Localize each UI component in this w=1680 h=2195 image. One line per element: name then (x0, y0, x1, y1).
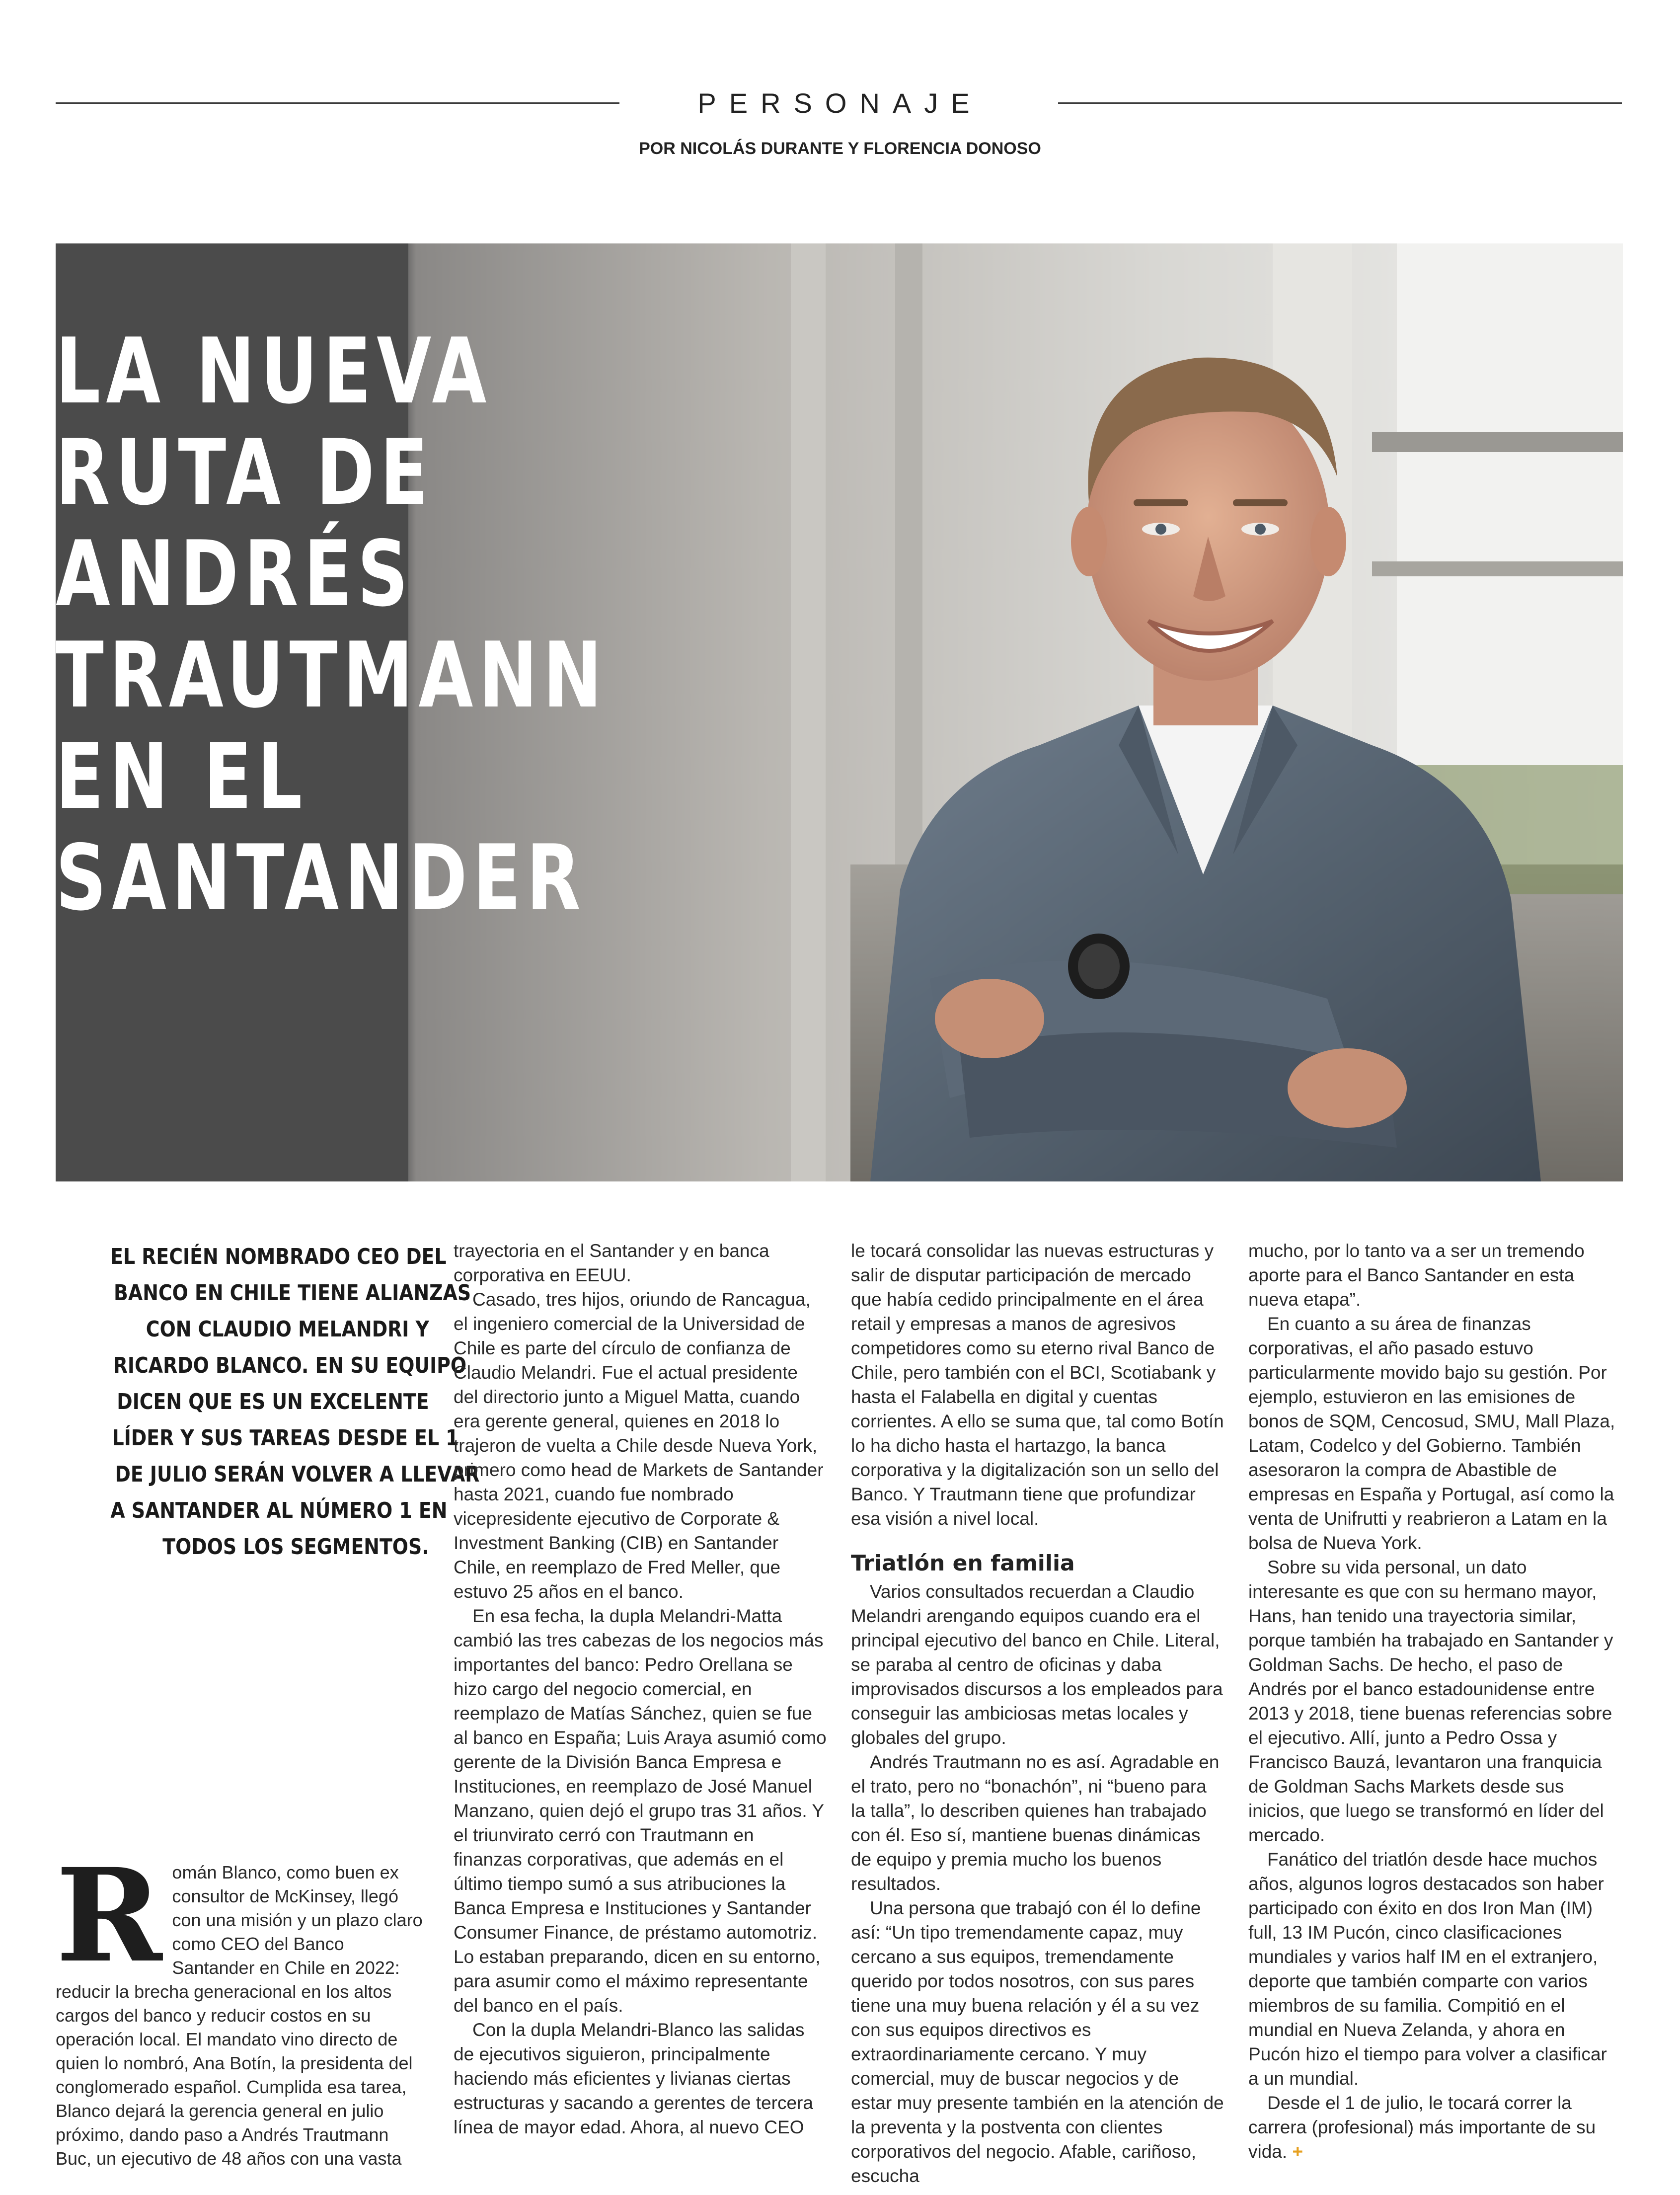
lead-line: EL RECIÉN NOMBRADO CEO DEL (110, 1244, 447, 1269)
body-paragraph: En cuanto a su área de finanzas corporativas, el año pasado estuvo particularmente movido bajo su gestión. Por ejemplo, estuvieron en las emisiones de bonos de SQM, Cencosud, SMU, Mall Plaza, Latam, Codelco y del Gobierno. También asesoraron la compra de Abastible de empresas en España y Portugal, así como la venta de Unifrutti y reabrieron a Latam en la bolsa de Nueva York. (1248, 1314, 1615, 1553)
body-paragraph: En esa fecha, la dupla Melandri-Matta cambió las tres cabezas de los negocios más importantes del banco: Pedro Orellana se hizo cargo del negocio comercial, en reemplazo de Matías Sánchez, quien se fue al banco en España; Luis Araya asumió como gerente de la División Banca Empresa e Instituciones, en reemplazo de José Manuel Manzano, quien dejó el grupo tras 31 años. Y el triunvirato cerró con Trautmann en finanzas corporativas, que además en el último tiempo sumó a sus atribuciones la Banca Empresa e Instituciones y Santander Consumer Finance, de préstamo automotriz. Lo estaban preparando, dicen en su entorno, para asumir como el máximo representante del banco en el país. (454, 1606, 827, 2016)
subheading: Triatlón en familia (851, 1551, 1075, 1576)
headline-line: EN EL (56, 724, 308, 829)
lead-line: DICEN QUE ES UN EXCELENTE (117, 1389, 429, 1414)
lead-line: RICARDO BLANCO. EN SU EQUIPO (113, 1353, 467, 1378)
headline-line: SANTANDER (56, 825, 586, 931)
body-paragraph: Sobre su vida personal, un dato interesante es que con su hermano mayor, Hans, han tenido una trayectoria similar, porque también ha trabajado en Santander y Goldman Sachs. De hecho, el paso de Andrés por el banco estadounidense entre 2013 y 2018, tiene buenas referencias sobre el ejecutivo. Allí, junto a Pedro Ossa y Francisco Bauzá, levantaron una franquicia de Goldman Sachs Markets desde sus inicios, que luego se transformó en líder del mercado. (1248, 1557, 1613, 1845)
lead-line: LÍDER Y SUS TAREAS DESDE EL 1 (112, 1425, 459, 1451)
body-paragraph: Andrés Trautmann no es así. Agradable en el trato, pero no “bonachón”, ni “bueno para la talla”, lo describen quienes han trabajado con él. Eso sí, mantiene buenas dinámicas de equipo y premia mucho los buenos resultados. (851, 1752, 1220, 1894)
headline (56, 320, 676, 929)
headline-line: TRAUTMANN (56, 623, 608, 728)
byline: POR NICOLÁS DURANTE Y FLORENCIA DONOSO (639, 139, 1041, 158)
body-paragraph: Con la dupla Melandri-Blanco las salidas de ejecutivos siguieron, principalmente haciendo más eficientes y livianas ciertas estructuras y sacando a gerentes de tercera línea de mayor edad. Ahora, al nuevo CEO (454, 2020, 813, 2137)
lead-paragraph (56, 1239, 480, 1565)
headline-line: ANDRÉS (56, 521, 414, 627)
headline-line: RUTA DE (56, 420, 434, 525)
body-paragraph: Una persona que trabajó con él lo define así: “Un tipo tremendamente capaz, muy cercano a sus equipos, tremendamente querido por todos nosotros, con sus pares tiene una muy buena relación y él a su vez con sus equipos directivos es extraordinariamente cercano. Y muy comercial, muy de buscar negocios y de estar muy presente también en la atención de la preventa y la postventa con clientes corporativos del negocio. Afable, cariñoso, escucha (851, 1898, 1224, 2186)
body-paragraph: omán Blanco, como buen ex consultor de McKinsey, llegó con una misión y un plazo claro como CEO del Banco Santander en Chile en 2022: reducir la brecha generacional en los altos cargos del banco y reducir costos en su operación local. El mandato vino directo de quien lo nombró, Ana Botín, la presidenta del conglomerado español. Cumplida esa tarea, Blanco dejará la gerencia general en julio próximo, dando paso a Andrés Trautmann Buc, un ejecutivo de 48 años con una vasta (56, 1862, 423, 2169)
article-column-4 (1248, 1239, 1622, 2164)
drop-cap: R (56, 1840, 162, 1991)
section-label: PERSONAJE (697, 87, 983, 119)
lead-line: TODOS LOS SEGMENTOS. (162, 1534, 429, 1560)
body-paragraph: le tocará consolidar las nuevas estructuras y salir de disputar participación de mercado que había cedido principalmente en el área retail y empresas a manos de agresivos competidores como su eterno rival Banco de Chile, pero también con el BCI, Scotiabank y hasta el Falabella en digital y cuentas corrientes. A ello se suma que, tal como Botín lo ha dicho hasta el hartazgo, la banca corporativa y la digitalización son un sello del Banco. Y Trautmann tiene que profundizar esa visión a nivel local. (851, 1241, 1224, 1529)
lead-line: DE JULIO SERÁN VOLVER A LLEVAR (115, 1462, 480, 1487)
body-paragraph: Casado, tres hijos, oriundo de Rancagua, el ingeniero comercial de la Universidad de Chile es parte del círculo de confianza de Claudio Melandri. Fue el actual presidente del directorio junto a Miguel Matta, cuando era gerente general, quienes en 2018 lo trajeron de vuelta a Chile desde Nueva York, primero como head de Markets de Santander hasta 2021, cuando fue nombrado vicepresidente ejecutivo de Corporate & Investment Banking (CIB) en Santander Chile, en reemplazo de Fred Meller, que estuvo 25 años en el banco. (454, 1289, 824, 1602)
article-column-2 (454, 1239, 827, 2139)
lead-line: CON CLAUDIO MELANDRI Y (146, 1317, 429, 1342)
body-paragraph: trayectoria en el Santander y en banca corporativa en EEUU. (454, 1241, 769, 1285)
body-paragraph: Fanático del triatlón desde hace muchos años, algunos logros destacados son haber participado con éxito en dos Iron Man (IM) full, 13 IM Pucón, cinco clasificaciones mundiales y varios half IM en el extranjero, deporte que también comparte con varios miembros de su familia. Compitió en el mundial en Nueva Zelanda, y ahora en Pucón hizo el tiempo para volver a clasificar a un mundial. (1248, 1849, 1607, 2089)
lead-line: A SANTANDER AL NÚMERO 1 EN (110, 1498, 448, 1523)
article-column-3 (851, 1239, 1224, 2188)
lead-line: BANCO EN CHILE TIENE ALIANZAS (114, 1280, 471, 1306)
end-mark-icon: + (1292, 2141, 1303, 2162)
headline-line: LA NUEVA (56, 318, 492, 424)
article-column-1 (56, 1840, 429, 2171)
body-paragraph: mucho, por lo tanto va a ser un tremendo aporte para el Banco Santander en esta nueva etapa”. (1248, 1241, 1585, 1310)
body-paragraph: Desde el 1 de julio, le tocará correr la carrera (profesional) más importante de su vida. (1248, 2093, 1596, 2162)
body-paragraph: Varios consultados recuerdan a Claudio Melandri arengando equipos cuando era el principal ejecutivo del banco en Chile. Literal, se paraba al centro de oficinas y daba improvisados discursos a los empleados para conseguir las ambiciosas metas locales y globales del grupo. (851, 1581, 1223, 1748)
